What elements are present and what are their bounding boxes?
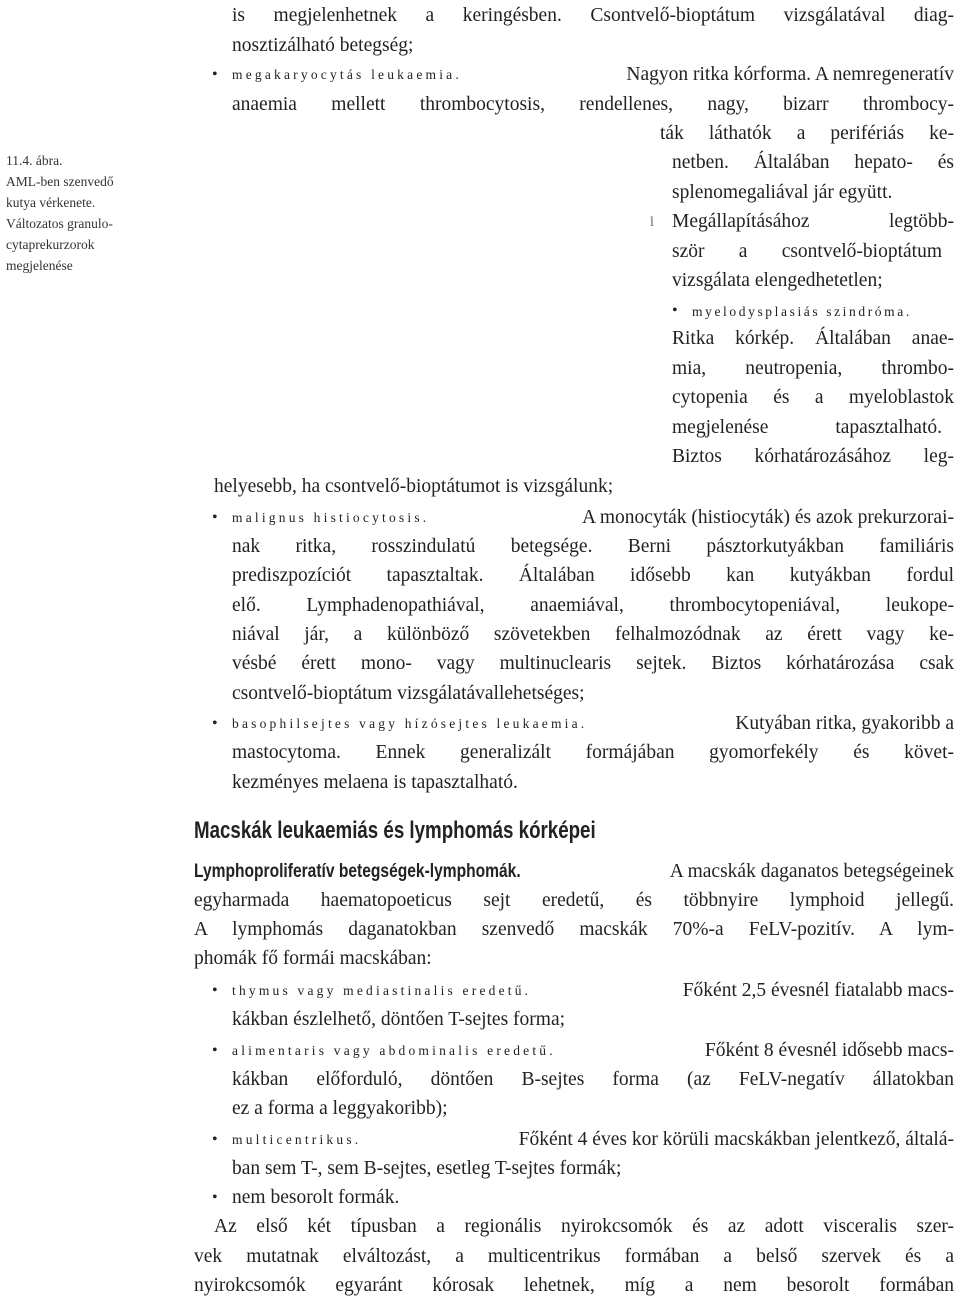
text-line: is megjelenhetnek a keringésben. Csontvelő-bioptátum vizsgálatával diag- <box>232 5 954 26</box>
text-line: megjelenése tapasztalható. <box>672 417 942 438</box>
text-line: ták láthatók a perifériás ke- <box>660 123 954 144</box>
caption-line: megjelenése <box>6 258 73 273</box>
text-line: nak ritka, rosszindulatú betegsége. Berni pásztorkutyákban familiáris <box>232 536 954 557</box>
text-line: csontvelő-bioptátum vizsgálatávallehetséges; <box>232 683 585 704</box>
list-item <box>232 711 954 737</box>
list-item <box>232 978 954 1004</box>
text-line: kákban előforduló, döntően B-sejtes forma (az FeLV-negatív állatokban <box>232 1069 954 1090</box>
list-item <box>232 1127 954 1153</box>
text-line: Főként 4 éves kor körüli macskákban jelentkező, általá- <box>518 1129 954 1150</box>
text-line: kezményes melaena is tapasztalható. <box>232 772 518 793</box>
section-heading: Macskák leukaemiás és lymphomás kórképei <box>194 817 596 844</box>
subheading: Lymphoproliferatív betegségek-lymphomák. <box>194 861 521 882</box>
term-label: myelodysplasiás szindróma. <box>692 304 912 319</box>
caption-line: kutya vérkenete. <box>6 195 96 210</box>
bullet-icon: • <box>212 1042 218 1059</box>
bullet-icon: • <box>672 302 678 319</box>
text-line: splenomegaliával jár együtt. <box>672 182 893 203</box>
text-line: phomák fő formái macskában: <box>194 948 432 969</box>
term-label: alimentaris vagy abdominalis eredetű. <box>232 1043 556 1058</box>
term-label: basophilsejtes vagy hízósejtes leukaemia. <box>232 716 588 731</box>
text-line: nosztizálható betegség; <box>232 35 414 56</box>
text-line: nyirokcsomók egyaránt kórosak lehetnek, míg a nem besorolt formában <box>194 1275 954 1296</box>
term-label: multicentrikus. <box>232 1132 362 1147</box>
caption-line: cytaprekurzorok <box>6 237 95 252</box>
figure-caption <box>6 150 114 276</box>
text-line: vek mutatnak elváltozást, a multicentrikus formában a belső szervek és a <box>194 1246 954 1267</box>
text-line: anaemia mellett thrombocytosis, rendellenes, nagy, bizarr thrombocy- <box>232 94 954 115</box>
list-item <box>232 505 954 531</box>
bullet-icon: • <box>212 1189 218 1206</box>
text-line: Az első két típusban a regionális nyirokcsomók és az adott visceralis szer- <box>214 1216 954 1237</box>
text-line: Megállapításához legtöbb- <box>672 211 954 232</box>
text-line: mastocytoma. Ennek generalizált formájában gyomorfekély és követ- <box>232 742 954 763</box>
text-line: A macskák daganatos betegségeinek <box>669 861 954 882</box>
text-line: A monocyták (histiocyták) és azok prekurzorai- <box>582 507 954 528</box>
text-line: helyesebb, ha csontvelő-bioptátumot is vizsgálunk; <box>214 476 614 497</box>
text-line: egyharmada haematopoeticus sejt eredetű, és többnyire lymphoid jellegű. <box>194 890 954 911</box>
text-line: niával jár, a különböző szövetekben felhalmozódnak az érett vagy ke- <box>232 624 954 645</box>
text-line: netben. Általában hepato- és <box>672 152 954 173</box>
text-line: Nagyon ritka kórforma. A nemregeneratív <box>626 64 954 85</box>
text-line: A lymphomás daganatokban szenvedő macskák 70%-a FeLV-pozitív. A lym- <box>194 919 954 940</box>
text-line: ez a forma a leggyakoribb); <box>232 1098 448 1119</box>
text-line: Ritka kórkép. Általában anae- <box>672 328 954 349</box>
caption-line: AML-ben szenvedő <box>6 174 114 189</box>
caption-line: 11.4. ábra. <box>6 153 63 168</box>
text-line: vésbé érett mono- vagy multinuclearis sejtek. Biztos kórhatározása csak <box>232 653 954 674</box>
term-label: malignus histiocytosis. <box>232 510 430 525</box>
text-line: Kutyában ritka, gyakoribb a <box>735 713 954 734</box>
paragraph-line <box>194 859 954 885</box>
text-line: kákban észlelhető, döntően T-sejtes forma; <box>232 1009 566 1030</box>
list-item <box>692 298 912 325</box>
bullet-icon: • <box>212 1131 218 1148</box>
text-line: Főként 2,5 évesnél fiatalabb macs- <box>682 980 954 1001</box>
text-line: ban sem T-, sem B-sejtes, esetleg T-sejtes formák; <box>232 1158 622 1179</box>
bullet-icon: • <box>212 509 218 526</box>
bullet-icon: • <box>212 715 218 732</box>
text-line: ször a csontvelő-bioptátum <box>672 241 942 262</box>
stray-mark: l <box>650 215 654 230</box>
text-line: Főként 8 évesnél idősebb macs- <box>704 1040 954 1061</box>
list-item <box>232 1038 954 1064</box>
caption-line: Változatos granulo- <box>6 216 113 231</box>
text-line: Biztos kórhatározásához leg- <box>672 446 954 467</box>
text-line: mia, neutropenia, thrombo- <box>672 358 954 379</box>
text-line: nem besorolt formák. <box>232 1187 400 1208</box>
bullet-icon: • <box>212 982 218 999</box>
text-line: prediszpozíciót tapasztaltak. Általában idősebb kan kutyákban fordul <box>232 565 954 586</box>
list-item <box>232 62 954 88</box>
text-line: cytopenia és a myeloblastok <box>672 387 954 408</box>
bullet-icon: • <box>212 66 218 83</box>
text-line: vizsgálata elengedhetetlen; <box>672 270 883 291</box>
term-label: thymus vagy mediastinalis eredetű. <box>232 983 532 998</box>
text-line: elő. Lymphadenopathiával, anaemiával, thrombocytopeniával, leukope- <box>232 595 954 616</box>
term-label: megakaryocytás leukaemia. <box>232 67 462 82</box>
